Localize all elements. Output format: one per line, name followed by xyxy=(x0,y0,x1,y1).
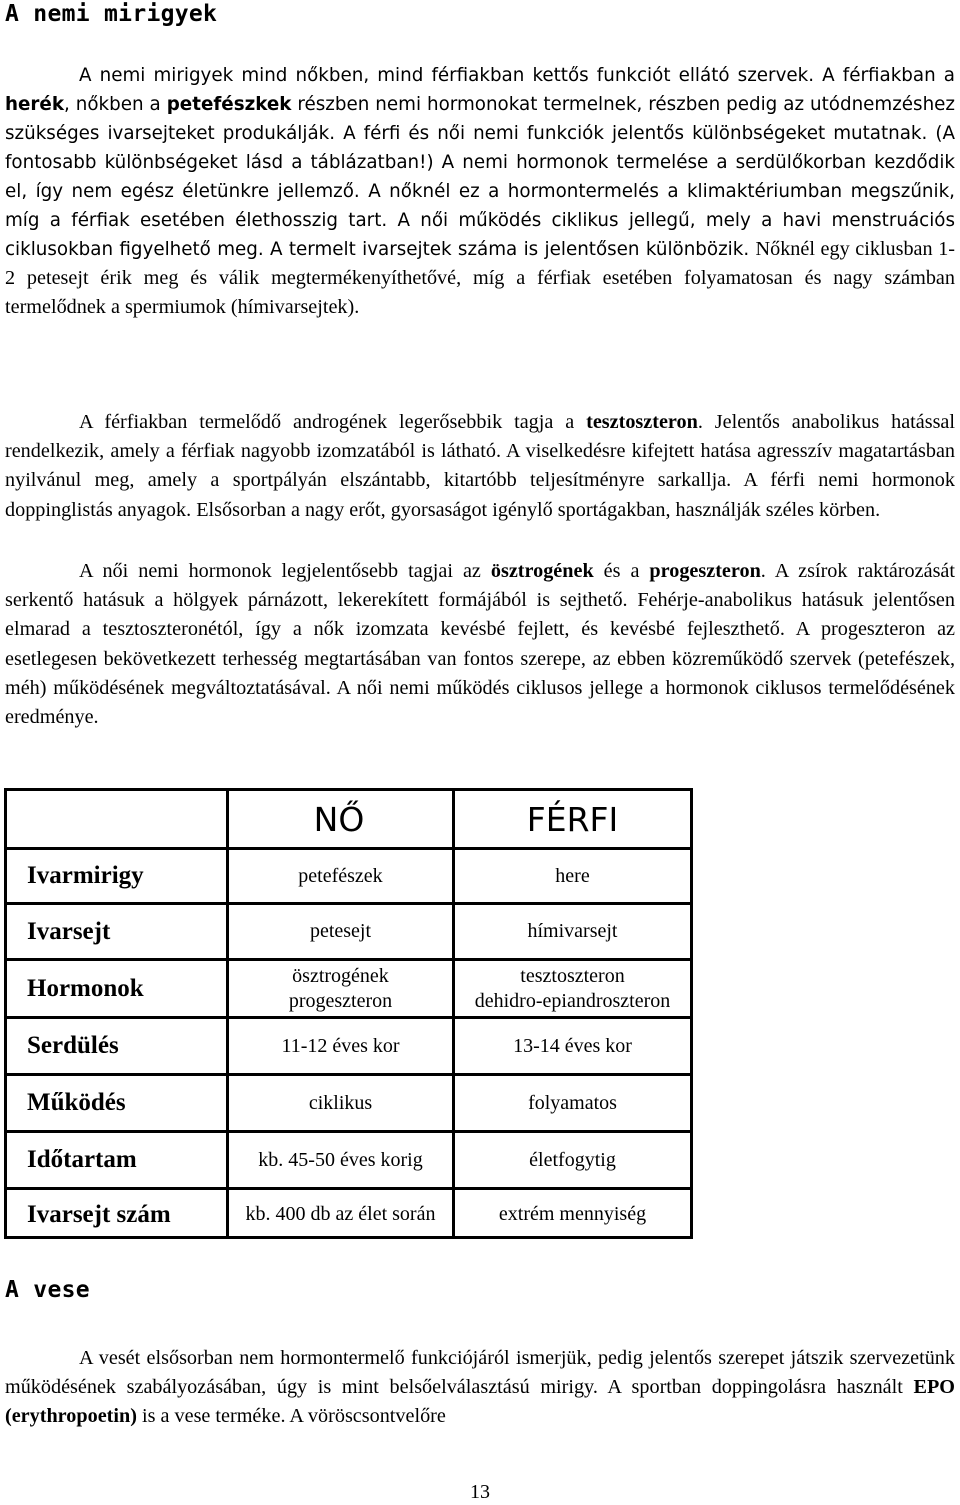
row-label: Működés xyxy=(27,1089,126,1116)
cell-line: petefészek xyxy=(298,864,383,887)
cell-female xyxy=(229,961,452,1016)
table-divider xyxy=(452,791,455,1236)
cell-female xyxy=(229,1076,452,1130)
text-run: . Jelentős anabolikus hatással rendelkezik, amely a férfiak nagyobb izomzatából is látható. A viselkedésre kifejtett hatása agresszív magatartásban nyilvánul meg, amely a sportpályán elszántabb, kitartóbb teljesítményre sarkallja. A férfi nemi hormonok doppinglistás anyagok. Elsősorban a nagy erőt, gyorsaságot igénylő sportágakban, használják széles körben. xyxy=(5,411,955,521)
row-label: Hormonok xyxy=(27,974,144,1002)
row-label: Ivarmirigy xyxy=(27,862,144,889)
text-run: Nőknél egy ciklusban 1-2 petesejt érik meg és válik megtermékenyíthetővé, míg a férfiak esetében folyamatosan és nagy számban termelődnek a spermiumok (hímivarsejtek). xyxy=(5,238,956,318)
cell-female xyxy=(229,1133,452,1187)
cell-line: folyamatos xyxy=(528,1091,617,1114)
table-header-female: NŐ xyxy=(313,799,365,839)
cell-line: életfogytig xyxy=(529,1148,616,1171)
page-number: 13 xyxy=(470,1481,490,1503)
bold-term: tesztoszteron xyxy=(586,411,698,433)
cell-line: 13-14 éves kor xyxy=(513,1034,632,1057)
cell-female xyxy=(229,905,452,958)
bold-term: EPO (erythropoetin) xyxy=(5,1376,955,1428)
cell-line: tesztoszteron xyxy=(520,964,625,987)
row-label: Időtartam xyxy=(27,1146,137,1173)
table-row xyxy=(7,1073,690,1130)
text-run: A vesét elsősorban nem hormontermelő funkciójáról ismerjük, pedig jelentős szerepet játszik szervezetünk működésének szabályozásában, úgy is mint belsőelválasztású mirigy. A sportban doppingolásra használt xyxy=(5,1347,955,1399)
section-heading-nemi-mirigyek: A nemi mirigyek xyxy=(5,1,218,27)
text-run: , nőkben a xyxy=(64,94,167,115)
table-row xyxy=(7,1130,690,1187)
text-run: A férfiakban termelődő androgének legerősebbik tagja a xyxy=(79,411,587,433)
cell-male xyxy=(455,1019,690,1073)
cell-line: ciklikus xyxy=(308,1091,373,1114)
bold-term: petefészkek xyxy=(166,94,292,115)
bold-term: herék xyxy=(5,94,64,115)
cell-line: dehidro-epiandroszteron xyxy=(474,989,671,1012)
text-run: A nemi mirigyek mind nőkben, mind férfiakban kettős funkciót ellátó szervek. A férfiakban a xyxy=(79,65,955,86)
cell-male xyxy=(455,1190,690,1239)
row-label: Ivarsejt szám xyxy=(27,1200,171,1228)
cell-male xyxy=(455,1133,690,1187)
bold-term: ösztrogének xyxy=(490,560,594,582)
cell-male xyxy=(455,905,690,958)
cell-line: progeszteron xyxy=(288,989,393,1012)
cell-line: ösztrogének xyxy=(292,964,389,987)
section-heading-vese: A vese xyxy=(5,1277,90,1303)
cell-line: here xyxy=(555,864,590,887)
row-label: Serdülés xyxy=(27,1032,119,1059)
cell-female xyxy=(229,1190,452,1239)
table-row xyxy=(7,1187,690,1239)
table-divider xyxy=(226,791,229,1236)
cell-male xyxy=(455,1076,690,1130)
cell-line: kb. 45-50 éves korig xyxy=(258,1148,423,1171)
cell-line: hímivarsejt xyxy=(527,920,618,942)
table-row xyxy=(7,958,690,1016)
comparison-table xyxy=(4,788,693,1239)
row-label: Ivarsejt xyxy=(27,917,111,945)
table-row xyxy=(7,902,690,958)
table-header-male: FÉRFI xyxy=(526,799,619,839)
text-run: és a xyxy=(593,560,650,582)
cell-line: 11-12 éves kor xyxy=(281,1034,400,1057)
cell-line: kb. 400 db az élet során xyxy=(245,1203,436,1225)
text-run: . A zsírok raktározását serkentő hatásuk a hölgyek párnázott, lekerekített formájából is sejthető. Fehérje-anabolikus hatásuk jelentősen elmarad a tesztoszteronétól, így a nők izomzata kevésbé fejlett, és kevésbé fejleszthető. A progeszteron az esetlegesen bekövetkezett terhesség megtartásában van fontos szerepe, az ebben közreműködő szervek (petefészek, méh) működésének megváltoztatásával. A női nemi működés ciklusos jellege a hormonok ciklusos termelődésének eredménye. xyxy=(5,560,955,729)
paragraph-testosterone xyxy=(5,408,955,525)
paragraph-kidney xyxy=(5,1344,955,1432)
text-run: részben nemi hormonokat termelnek, részben pedig az utódnemzéshez szükséges ivarsejteket produkálják. A férfi és női nemi funkciók jelentős különbségeket mutatnak. (A fontosabb különbségeket lásd a táblázatban!) A nemi hormonok termelése a serdülőkorban kezdődik el, így nem egész életünkre jellemző. A nőknél ez a hormontermelés a klimaktériumban megszűnik, míg a férfiak esetében élethosszig tart. A női működés ciklikus jellegű, mely a havi menstruációs ciklusokban figyelhető meg. A termelt ivarsejtek száma is jelentősen különbözik. xyxy=(5,94,956,260)
bold-term: progeszteron xyxy=(649,560,761,582)
cell-line: petesejt xyxy=(309,920,372,942)
text-run: A női nemi hormonok legjelentősebb tagjai az xyxy=(79,560,491,582)
text-run: is a vese terméke. A vöröscsontvelőre xyxy=(136,1405,446,1428)
cell-female xyxy=(229,1019,452,1073)
paragraph-female-hormones xyxy=(5,557,955,732)
table-header-row xyxy=(7,791,690,847)
table-row xyxy=(7,847,690,902)
cell-line: extrém mennyiség xyxy=(498,1203,647,1225)
cell-female xyxy=(229,850,452,902)
paragraph-intro xyxy=(5,61,955,322)
cell-male xyxy=(455,850,690,902)
table-row xyxy=(7,1016,690,1073)
cell-male xyxy=(455,961,690,1016)
